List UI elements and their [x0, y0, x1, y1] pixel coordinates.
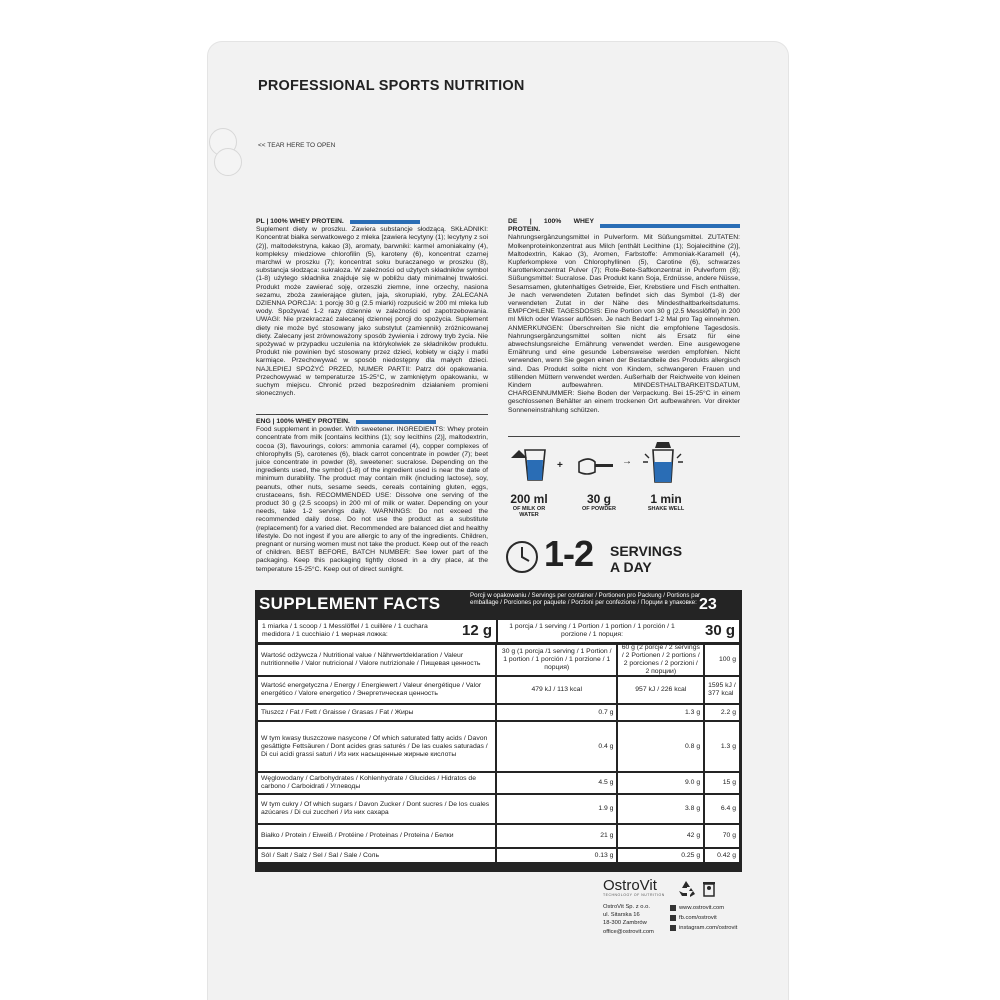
table-row	[258, 825, 739, 847]
table-row	[258, 722, 739, 771]
table-cell: 4.5 g	[497, 773, 617, 793]
powder-label: OF POWDER	[582, 506, 616, 512]
web-link[interactable]: www.ostrovit.com	[670, 903, 737, 913]
table-cell: Sól / Salt / Salz / Sel / Sal / Sale / Соль	[258, 849, 495, 862]
table-row	[258, 773, 739, 793]
de-heading-bar	[508, 218, 740, 234]
clock-icon	[504, 539, 540, 575]
powder-amount: 30 g	[586, 492, 611, 506]
accent-bar	[350, 220, 420, 224]
eng-heading-bar	[256, 418, 488, 426]
table-cell: 42 g	[618, 825, 703, 847]
trash-bin-icon	[700, 879, 718, 899]
table-row	[258, 849, 739, 862]
table-cell: 957 kJ / 226 kcal	[618, 677, 703, 703]
table-cell: 0.4 g	[497, 722, 617, 771]
table-cell: 1.3 g	[618, 705, 703, 720]
powder-step	[577, 492, 621, 512]
shake-step	[641, 492, 691, 512]
scoop-label: 1 miarka / 1 scoop / 1 Messlöffel / 1 cuillère / 1 cuchara medidora / 1 cucchiaio / 1 мерная ложка:	[262, 623, 428, 638]
de-section	[508, 218, 740, 415]
table-cell: W tym kwasy tłuszczowe nasycone / Of which saturated fatty acids / Davon gesättigte Fettsäuren / Dont acides gras saturés / De las cuales saturadas / Di cui acidi grassi saturi / Из них насыщенные жирные кислоты	[258, 722, 495, 771]
serving-size-row	[258, 620, 739, 642]
pl-section	[256, 218, 488, 398]
table-cell: 9.0 g	[618, 773, 703, 793]
email-text: office@ostrovit.com	[603, 928, 654, 935]
table-cell: 0.7 g	[497, 705, 617, 720]
tear-instruction: << TEAR HERE TO OPEN	[258, 142, 336, 149]
company-address	[603, 903, 654, 936]
social-links	[670, 903, 737, 933]
scoop-icon	[575, 454, 615, 476]
table-row	[258, 677, 739, 703]
address-line: 18-300 Zambrów	[603, 920, 647, 927]
pl-body: Suplement diety w proszku. Zawiera substancje słodzącą. SKŁADNIKI: Koncentrat białka serwatkowego z mleka [zawiera lecytyny (1); lecytyny z soi (2)], maltodekstryna, kakao (3), aromaty, barwniki: karmel amoniakalny (4), kompleksy miedziowe chlorofilin (5), karoteny (6), koncentrat czarnej marchwi w proszku (7); koncentrat soku buraczanego w proszku (8), substancja słodząca: sukraloza. W zależności od użytych składników symbol (1-8) użytego składnika znajduje się w pobliżu daty minimalnej trwałości. Produkt może zawierać soję, orzeszki ziemne, inne orzechy, nasiona sezamu, zboża zawierające gluten, jaja, skorupiaki, ryby. ZALECANA DZIENNA PORCJA: 1 porcję 30 g (2.5 miarki) rozpuścić w 200 ml mleka lub wody. Spożywać 1-2 razy dziennie w zależności od zapotrzebowania. UWAGI: Nie przekraczać zalecanej dziennej porcji do spożycia. Suplement diety nie może być stosowany jako substytut (zamiennik) zróżnicowanej diety. Zalecany jest zrównoważony sposób żywienia i zdrowy tryb życia. Nie spożywać w przypadku uczulenia na którykolwiek ze składników produktu. Produkt nie powinien być stosowany przez dzieci, kobiety w ciąży i matki karmiące. Przechowywać w sposób niedostępny dla małych dzieci. NAJLEPIEJ SPOŻYĆ PRZED, NUMER PARTII: Patrz dół opakowania. Przechowywać w temperaturze 15-25°C, w zamkniętym opakowaniu, w suchym miejscu. Chronić przed bezpośrednim działaniem promieni słonecznych.	[256, 226, 488, 398]
table-cell: 0.42 g	[705, 849, 739, 862]
facts-title: SUPPLEMENT FACTS	[259, 594, 441, 613]
table-cell: 3.8 g	[618, 795, 703, 823]
table-cell: 0.25 g	[618, 849, 703, 862]
table-cell: Wartość odżywcza / Nutritional value / Nährwertdeklaration / Valeur nutritionnelle / Valor nutricional / Valore nutrizionale / Пищевая ценность	[258, 645, 495, 675]
table-row	[258, 705, 739, 720]
time-label: SHAKE WELL	[647, 506, 685, 512]
table-cell: 70 g	[705, 825, 739, 847]
servings-label: SERVINGS A DAY	[610, 543, 683, 575]
table-cell: W tym cukry / Of which sugars / Davon Zucker / Dont sucres / De los cuales azúcares / Di cui zuccheri / Из них сахара	[258, 795, 495, 823]
table-header-row	[258, 645, 739, 675]
facebook-link[interactable]: fb.com/ostrovit	[670, 913, 737, 923]
plus-sign: +	[557, 460, 563, 471]
table-cell: 30 g (1 porcja /1 serving / 1 Portion / 1 portion / 1 porción / 1 porzione / 1 порция)	[497, 645, 617, 675]
supplement-facts-table	[255, 590, 742, 872]
table-row	[258, 795, 739, 823]
address-line: OstroVit Sp. z o.o.	[603, 904, 650, 910]
preparation-steps	[505, 440, 741, 520]
water-amount: 200 ml	[510, 492, 548, 506]
table-cell: Tłuszcz / Fat / Fett / Graisse / Grasas / Fat / Жиры	[258, 705, 495, 720]
portion-cell	[498, 620, 739, 642]
instagram-link[interactable]: instagram.com/ostrovit	[670, 923, 737, 933]
address-line: ul. Sitarska 16	[603, 912, 640, 919]
table-cell: 1.3 g	[705, 722, 739, 771]
table-cell: 0.13 g	[497, 849, 617, 862]
arrow-sign: →	[622, 456, 632, 467]
table-cell: 100 g	[705, 645, 739, 675]
scoop-value: 12 g	[461, 622, 492, 639]
servings-per-container-value: 23	[699, 596, 717, 613]
servings-number: 1-2	[544, 533, 594, 574]
de-heading: DE | 100% WHEY PROTEIN.	[508, 218, 594, 234]
instagram-icon	[670, 925, 676, 931]
divider	[256, 414, 488, 415]
table-cell: 1.9 g	[497, 795, 617, 823]
pl-heading: PL | 100% WHEY PROTEIN.	[256, 218, 344, 225]
globe-icon	[670, 905, 676, 911]
accent-bar	[600, 224, 740, 228]
glass-icon	[507, 446, 549, 482]
facts-header	[255, 590, 742, 618]
page-title: PROFESSIONAL SPORTS NUTRITION	[258, 78, 525, 94]
portion-value: 30 g	[704, 622, 735, 639]
accent-bar	[356, 420, 436, 424]
table-cell: 479 kJ / 113 kcal	[497, 677, 617, 703]
eng-body: Food supplement in powder. With sweetener. INGREDIENTS: Whey protein concentrate from milk [contains lecithins (1); soy lecithins (2)], maltodextrin, cocoa (3), flavourings, colors: ammonia caramel (4), copper complexes of chlorophylls (5), carotenes (6), black carrot concentrate in powder (7); beet juice concentrate in powder (8), sweetener: sucralose. Depending on the ingredients used, the symbol (1-8) of the ingredient used is near the date of minimum durability. The product may contain milk (including lactose), soy, peanuts, other nuts, sesame seeds, cereals containing gluten, eggs, crustaceans, fish. RECOMMENDED USE: Dissolve one serving of the product 30 g (2.5 scoops) in 200 ml of milk or water. Depending on your needs, take 1-2 servings daily. WARNINGS: Do not exceed the recommended daily dose. Do not use the product as a substitute (replacement) for a varied diet. Recommended are balanced diet and healthy lifestyle. Do not ingest if you are allergic to any of the ingredients. Children, pregnant or nursing women must not take the product. Keep out of the reach of children. BEST BEFORE, BATCH NUMBER: See lower part of the packaging. Keep this packaging tightly closed in a dry place, at the temperature 15-25°C. Keep out of direct sunlight.	[256, 426, 488, 573]
time-amount: 1 min	[650, 492, 682, 506]
table-cell: 21 g	[497, 825, 617, 847]
pl-heading-bar	[256, 218, 488, 226]
tear-notch-icon	[214, 148, 242, 176]
table-cell: 60 g (2 porcje / 2 servings / 2 Portionen / 2 portions / 2 porciones / 2 porzioni / 2 порции)	[618, 645, 703, 675]
servings-per-container-label: Porcji w opakowaniu / Servings per container / Portionen pro Packung / Portions par emballage / Porciones por paquete / Porzioni per confezione / Порции в упаковке:	[470, 592, 701, 606]
table-cell: 6.4 g	[705, 795, 739, 823]
water-step	[505, 492, 553, 518]
logo-subtitle: TECHNOLOGY OF NUTRITION	[603, 893, 665, 897]
table-cell: Wartość energetyczna / Energy / Energiewert / Valeur énergétique / Valor energético / Valore energetico / Энергетическая ценность	[258, 677, 495, 703]
servings-per-day	[500, 535, 740, 585]
de-body: Nahrungsergänzungsmittel in Pulverform. Mit Süßungsmittel. ZUTATEN: Molkenproteinkonzentrat aus Milch [enthält Lecithine (1); Sojalecithine (2)], Maltodextrin, Kakao (3), Aromen, Farbstoffe: Ammoniak-Karamell (4), Kupferkomplexe von Chlorophyllinen (5), Carotine (6), schwarzes Karottenkonzentrat Pulver (7); Rote-Bete-Saftkonzentrat in Pulverform (8); Süßungsmittel: Sucralose. Das Produkt kann Soja, Erdnüsse, andere Nüsse, Sesamsamen, glutenhaltiges Getreide, Eier, Krebstiere und Fisch enthalten. Je nach verwendeten Zutaten befindet sich das Symbol (1-8) der verwendeten Zutat in der Nähe des Mindesthaltbarkeitsdatums. EMPFOHLENE TAGESDOSIS: Eine Portion von 30 g (2.5 Messlöffel) in 200 ml Milch oder Wasser auflösen. Je nach Bedarf 1-2 Mal pro Tag einnehmen. ANMERKUNGEN: Überschreiten Sie nicht die empfohlene Tagesdosis. Nahrungsergänzungsmittel sollten nicht als Ersatz für eine abwechslungsreiche Ernährung verwendet werden. Eine ausgewogene Ernährung und eine gesunde Lebensweise werden empfohlen. Nicht verwenden, wenn Sie gegen einen der Bestandteile des Produkts allergisch sind. Das Produkt sollte nicht von Kindern, schwangeren Frauen und stillenden Müttern verwendet werden. Außerhalb der Reichweite von kleinen Kindern aufbewahren. MINDESTHALTBARKEITSDATUM, CHARGENNUMMER: Siehe Boden der Verpackung. Bei 15-25°C in einem geschlossenen Behälter an einem trockenen Ort aufbewahren. Vor direkter Sonneneinstrahlung schützen.	[508, 234, 740, 414]
eng-section	[256, 418, 488, 574]
table-cell: 1595 kJ / 377 kcal	[705, 677, 739, 703]
brand-logo	[603, 877, 665, 897]
water-label: OF MILK OR WATER	[512, 506, 546, 518]
divider	[508, 436, 740, 437]
table-cell: 15 g	[705, 773, 739, 793]
table-cell: 2.2 g	[705, 705, 739, 720]
table-cell: Białko / Protein / Eiweiß / Protéine / Proteinas / Proteina / Белки	[258, 825, 495, 847]
shaker-icon	[641, 440, 691, 484]
logo-text: OstroVit	[603, 877, 657, 894]
facebook-icon	[670, 915, 676, 921]
eng-heading: ENG | 100% WHEY PROTEIN.	[256, 418, 350, 425]
scoop-cell	[258, 620, 496, 642]
recycle-icon	[676, 879, 696, 899]
portion-label: 1 porcja / 1 serving / 1 Portion / 1 portion / 1 porción / 1 porzione / 1 порция:	[509, 623, 675, 638]
table-cell: 0.8 g	[618, 722, 703, 771]
table-cell: Węglowodany / Carbohydrates / Kohlenhydrate / Glucides / Hidratos de carbono / Carboidrati / Углеводы	[258, 773, 495, 793]
